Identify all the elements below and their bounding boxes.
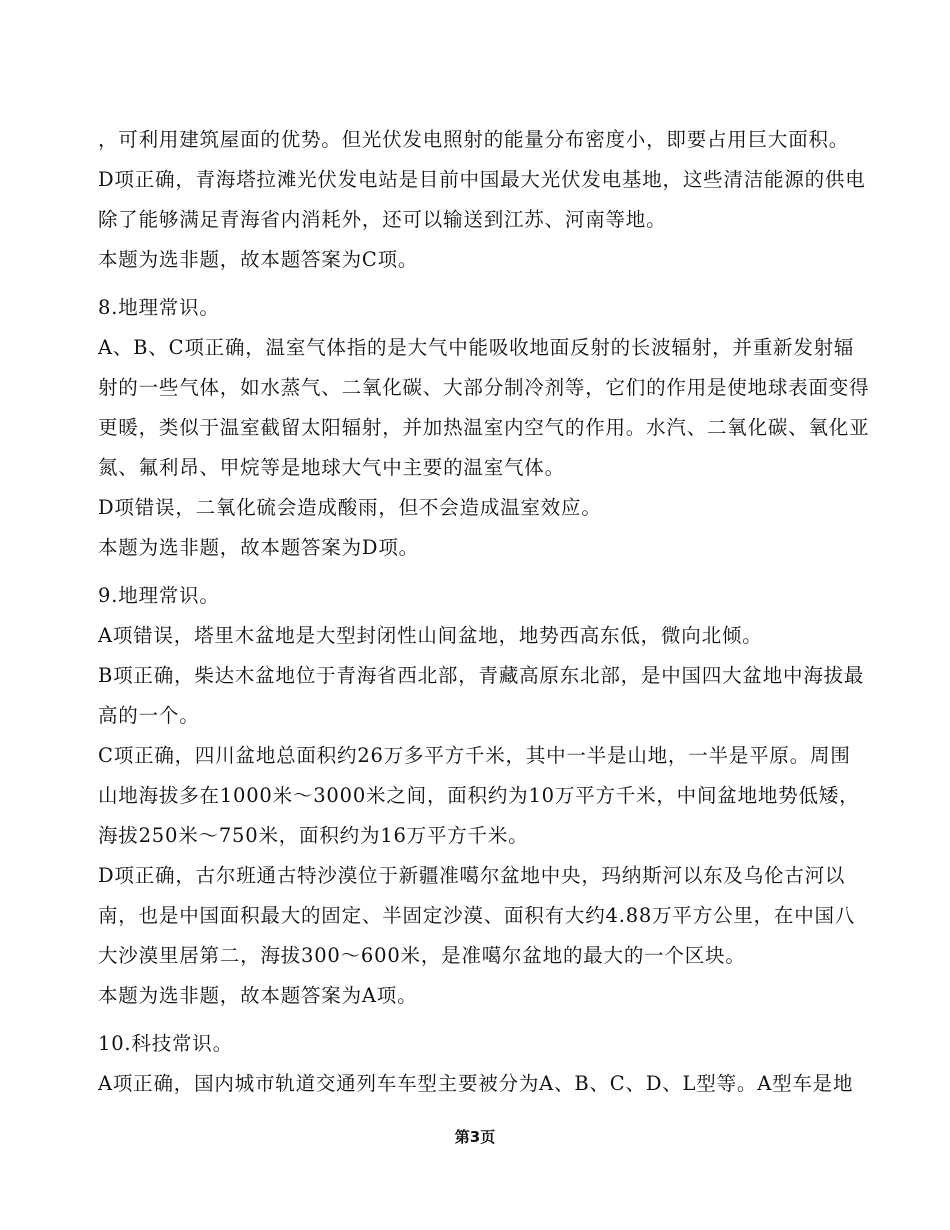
paragraph: A项错误，塔里木盆地是大型封闭性山间盆地，地势西高东低，微向北倾。 — [98, 624, 763, 647]
paragraph: 本题为选非题，故本题答案为C项。 — [98, 248, 419, 271]
page-number: 第3页 — [454, 1128, 496, 1146]
paragraph: D项正确，古尔班通古特沙漠位于新疆准噶尔盆地中央，玛纳斯河以东及乌伦古河以南，也是中国面积最大的固定、半固定沙漠、面积有大约4.88万平方公里，在中国八大沙漠里居第二，海拔300～600米，是准噶尔盆地的最大的一个区块。 — [98, 864, 856, 967]
section-heading: 10.科技常识。 — [98, 1032, 233, 1055]
paragraph: 本题为选非题，故本题答案为D项。 — [98, 536, 419, 559]
section-heading: 8.地理常识。 — [98, 296, 220, 319]
paragraph: ，可利用建筑屋面的优势。但光伏发电照射的能量分布密度小，即要占用巨大面积。 — [98, 128, 850, 151]
paragraph: A、B、C项正确，温室气体指的是大气中能吸收地面反射的长波辐射，并重新发射辐射的一些气体，如水蒸气、二氧化碳、大部分制冷剂等，它们的作用是使地球表面变得更暖，类似于温室截留太阳辐射，并加热温室内空气的作用。水汽、二氧化碳、氧化亚氮、氟利昂、甲烷等是地球大气中主要的温室气体。 — [98, 336, 870, 479]
section-heading: 9.地理常识。 — [98, 584, 220, 607]
paragraph: B项正确，柴达木盆地位于青海省西北部，青藏高原东北部，是中国四大盆地中海拔最高的一个。 — [98, 664, 865, 727]
paragraph: D项正确，青海塔拉滩光伏发电站是目前中国最大光伏发电基地，这些清洁能源的供电除了能够满足青海省内消耗外，还可以输送到江苏、河南等地。 — [98, 168, 866, 231]
document-body — [98, 120, 870, 1104]
paragraph: C项正确，四川盆地总面积约26万多平方千米，其中一半是山地，一半是平原。周围山地海拔多在1000米～3000米之间，面积约为10万平方千米，中间盆地地势低矮，海拔250米～750米，面积约为16万平方千米。 — [98, 744, 860, 847]
paragraph: D项错误，二氧化硫会造成酸雨，但不会造成温室效应。 — [98, 496, 602, 519]
paragraph: 本题为选非题，故本题答案为A项。 — [98, 984, 418, 1007]
paragraph: A项正确，国内城市轨道交通列车车型主要被分为A、B、C、D、L型等。A型车是地 — [98, 1072, 854, 1095]
